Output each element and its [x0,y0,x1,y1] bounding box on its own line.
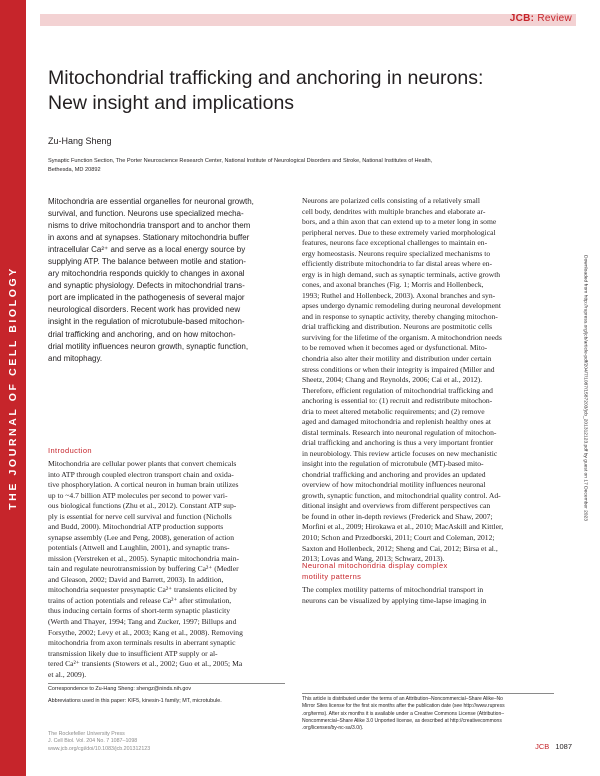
body-line: cones, and axonal branches (Fig. 1; Morris and Hollenbeck, [302,280,484,290]
body-line: tive phosphorylation. A cortical neuron in human brain utilizes [48,480,239,490]
correspondence-note: Correspondence to Zu-Hang Sheng: shengz@ninds.nih.gov [48,686,192,692]
body-line: overview of how mitochondrial motility influences neuronal [302,480,486,490]
body-line: up to ~4.7 billion ATP molecules per second to power vari- [48,490,228,500]
body-line: ply is essential for nerve cell survival and function (Nicholls [48,511,232,521]
body-line: tain and regulate neurotransmission by buffering Ca²⁺ (Medler [48,564,239,574]
body-line: tered Ca²⁺ transients (Stowers et al., 2002; Guo et al., 2005; Ma [48,659,243,669]
publisher-info [48,731,150,753]
body-line: aged and damaged mitochondria and replenish healthy ones at [302,417,491,427]
page-number-value: 1087 [555,742,572,751]
body-line: anchoring is essential to: (1) recruit and redistribute mitochon- [302,396,493,406]
license-line: Noncommercial–Share Alike 3.0 Unported license, as described at http://creativecommons [302,718,502,725]
heading-line: motility patterns [302,571,362,581]
download-note: Downloaded from http://rupress.org/jcb/article-pdf/204/7/1087/1587203/jcb_201312123.pdf by guest on 17 December 2023 [582,255,588,521]
body-line: growth, synaptic function, and mitochondrial quality control. Ad- [302,490,501,500]
body-line: chondrial trafficking and anchoring and provides an updated [302,469,486,479]
abstract-line: in axons and at synapses. Stationary mitochondria buffer [48,233,250,243]
body-line: et al., 2009). [48,669,87,679]
body-line: The complex motility patterns of mitochondrial transport in [302,585,484,594]
body-line: 2010; Schon and Przedborski, 2011; Court and Coleman, 2012; [302,533,495,542]
intro-heading: Introduction [48,446,92,455]
body-line: and Gleason, 2002; David and Barrett, 2003). In addition, [48,574,224,584]
body-line: cell body, dendrites with multiple branches and elaborate ar- [302,206,486,216]
body-line: mission (Verstreken et al., 2005). Synaptic mitochondria main- [48,553,240,563]
doi-link[interactable]: www.jcb.org/cgi/doi/10.1083/jcb.201312123 [48,745,151,752]
abstract-line: and mitophagy. [48,353,103,363]
license-line: This article is distributed under the terms of an Attribution–Noncommercial–Share Alike–No [302,696,503,702]
body-line: mitochondria from axon terminals results in aberrant synaptic [48,638,236,648]
body-line: mitochondria sequester presynaptic Ca²⁺ transients elicited by [48,585,237,595]
body-line: efficiently distribute mitochondria to far distal areas where en- [302,259,493,269]
body-line: distal terminals. Research into neuronal regulation of mitochon- [302,427,497,437]
footnote-rule [48,683,285,684]
article-type-label [510,13,572,24]
body-line: (Werth and Thayer, 1994; Tang and Zucker, 1997; Billups and [48,616,237,626]
body-line: 2013; Lovas and Wang, 2013; Schwarz, 2013). [302,554,445,564]
abstract-line: and synaptic physiology. Defects in mitochondrial trans- [48,281,245,291]
body-line: dria to meet altered metabolic requirements; and (2) remove [302,406,485,416]
affiliation [48,157,548,174]
body-line: Forsythe, 2002; Levy et al., 2003; Kang et al., 2008). Removing [48,627,243,637]
license-line: Mirror Sites license for the first six months after the publication date (see http://www.rupress [302,703,505,710]
body-line: apses undergo dynamic remodeling during neuronal development [302,301,501,311]
abstract-line: insight in the regulation of microtubule-based mitochon- [48,317,245,327]
body-line: ditional insight and overviews from different perspectives can [302,501,491,511]
license-note [302,696,554,733]
body-line: Neurons are polarized cells consisting of a relatively small [302,196,480,205]
publisher-line: The Rockefeller University Press [48,731,125,737]
journal-sidebar [0,0,26,776]
author-name: Zu-Hang Sheng [48,136,112,146]
journal-abbrev: JCB [535,742,550,751]
body-line: in neurobiology. This review article focuses on new mechanistic [302,448,498,458]
abstract-line: neurological disorders. Recent work has provided new [48,305,241,315]
body-line: synapse assembly (Lee and Peng, 2008), generation of action [48,532,234,542]
body-line: stress conditions or when their integrity is impaired (Miller and [302,364,495,374]
body-line: chondria also alter their motility and distribution under certain [302,353,492,363]
affiliation-line: Bethesda, MD 20892 [48,166,101,173]
body-line: ergy is in high demand, such as synaptic terminals, active growth [302,269,501,279]
right-column-body [302,196,554,565]
license-rule [302,693,554,694]
body-line: to be removed when it becomes aged or dysfunctional. Mito- [302,343,488,353]
body-line: features, neurons face exceptional challenges to maintain en- [302,238,488,248]
abstract-line: port are implicated in the pathogenesis of several major [48,293,245,303]
intro-body [48,459,285,680]
section-label: Review [537,13,572,24]
body-line: Therefore, efficient regulation of mitochondrial trafficking and [302,385,493,395]
affiliation-line: Synaptic Function Section, The Porter Neuroscience Research Center, National Institute of Neurological Disorders and Stroke, National Institutes of Health, [48,158,433,164]
heading-line: Neuronal mitochondria display complex [302,561,448,570]
body-line: be found in other in-depth reviews (Frederick and Shaw, 2007; [302,511,493,521]
license-line: .org/licenses/by-nc-sa/3.0/). [302,725,364,732]
body-line: into ATP through coupled electron transport chain and oxida- [48,469,234,479]
body-line: peripheral nerves. Due to these extremely varied morphological [302,227,496,237]
body-line: trains of action potentials and release Ca²⁺ after stimulation, [48,595,232,605]
body-line: Saxton and Hollenbeck, 2012; Sheng and Cai, 2012; Birsa et al., [302,543,498,553]
body-line: insight into the regulation of microtubule (MT)-based mito- [302,459,484,469]
journal-name: THE JOURNAL OF CELL BIOLOGY [7,266,19,510]
body-line: neurons can be visualized by applying time-lapse imaging in [302,595,487,605]
abstract-line: drial motility influences neuron growth, synaptic function, [48,341,249,351]
title-line: Mitochondrial trafficking and anchoring in neurons: [48,67,484,89]
abstract-line: survival, and function. Neurons use specialized mecha- [48,209,244,219]
abstract-line: Mitochondria are essential organelles for neuronal growth, [48,197,254,206]
abstract [48,196,285,365]
abstract-line: ary mitochondria responds quickly to changes in axonal [48,269,245,279]
body-line: transmission likely due to insufficient ATP supply or al- [48,648,218,658]
body-line: potentials (Attwell and Laughlin, 2001), and synaptic trans- [48,543,230,553]
body-line: Morfini et al., 2009; Hirokawa et al., 2010; MacAskill and Kittler, [302,522,504,532]
abbreviations-note: Abbreviations used in this paper: KIF5, kinesin-1 family; MT, microtubule. [48,697,222,704]
body-line: and in response to synaptic activity, thereby changing mitochon- [302,311,498,321]
footnotes [48,686,222,705]
body-line: thus inducing certain forms of short-term synaptic plasticity [48,606,230,616]
article-title [48,66,568,116]
body-line: drial trafficking and anchoring is thus a very important frontier [302,438,494,448]
body-line: Sheetz, 2004; Chang and Reynolds, 2006; Cai et al., 2012). [302,375,483,385]
abstract-line: supplying ATP. The balance between motile and station- [48,257,246,267]
header-band [40,14,576,26]
body-line: bors, and a thin axon that can extend up to a meter long in some [302,217,497,227]
page-number [535,742,572,751]
publisher-line: J. Cell Biol. Vol. 204 No. 7 1087–1098 [48,738,138,745]
motility-body [302,585,554,606]
jcb-mark: JCB: [509,13,535,24]
body-line: ous biological functions (Zhu et al., 2012). Constant ATP sup- [48,501,237,511]
body-line: Mitochondria are cellular power plants that convert chemicals [48,459,237,468]
title-line: New insight and implications [48,92,295,114]
license-line: .org/terms). After six months it is available under a Creative Commons License (Attribution– [302,710,505,717]
abstract-line: drial trafficking and anchoring, and on how mitochon- [48,329,236,339]
abstract-line: intracellular Ca²⁺ and serve as a local energy source by [48,245,246,255]
motility-heading [302,561,448,582]
body-line: 1993; Ruthel and Hollenbeck, 2003). Axonal branches and syn- [302,290,496,300]
body-line: surviving for the lifetime of the organism. A mitochondrion needs [302,332,502,342]
body-line: drial trafficking and distribution. Neurons are postmitotic cells [302,322,493,332]
abstract-line: nisms to drive mitochondria transport and to anchor them [48,221,251,231]
body-line: ergy homeostasis. Neurons require specialized mechanisms to [302,248,491,258]
body-line: and Budd, 2000). Mitochondrial ATP production supports [48,522,224,532]
